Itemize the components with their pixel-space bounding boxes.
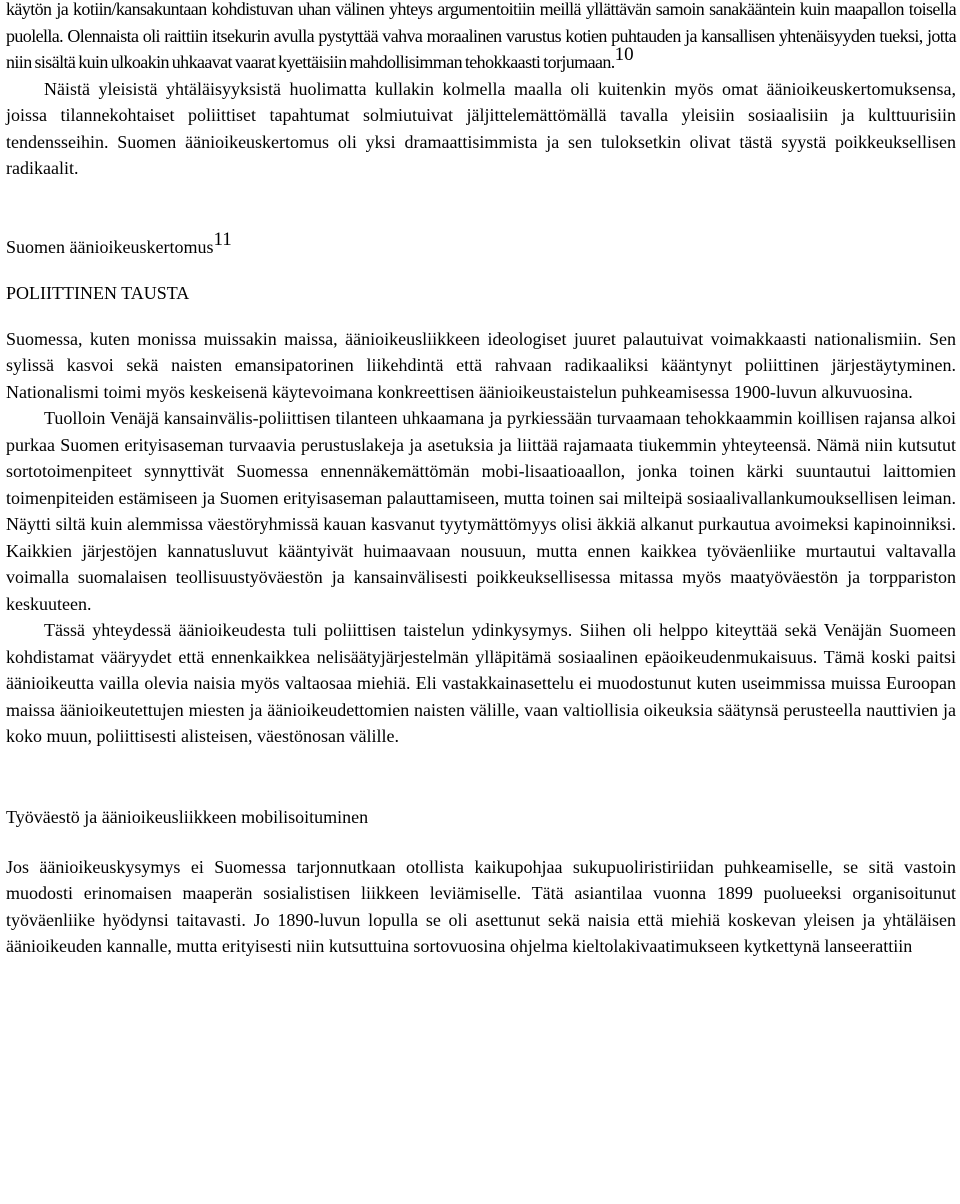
document-page bbox=[6, 0, 956, 960]
footnote-ref-10: 10 bbox=[614, 44, 634, 65]
paragraph-russia: Tuolloin Venäjä kansainvälis-poliittisen tilanteen uhkaamana ja pyrkiessään turvaamaan tehokkaammin koillisen rajansa alkoi purkaa Suomen erityisaseman turvaavia perustuslakeja ja asetuksia ja liittää rajamaata tiukemmin yhteyteensä. Nämä niin kutsutut sortotoimenpiteet synnyttivät Suomessa ennennäkemättömän mobi-lisaatioaallon, jonka toinen kärki suuntautui laittomien toimenpiteiden estämiseen ja Suomen erityisaseman palauttamiseen, mutta toinen sai milteipä sosiaalivallankumouksellisen leiman. Näytti siltä kuin alemmissa väestöryhmissä kauan kasvanut tyytymättömyys olisi äkkiä alkanut purkautua avoimeksi kapinoinniksi. Kaikkien järjestöjen kannatusluvut kääntyivät huimaavaan nousuun, mutta ennen kaikkea työväenliike murtautui valtavalla voimalla suomalaisen teollisuustyöväestön ja kansainvälisesti poikkeuksellisessa mitassa myös maatyöväestön ja torppariston keskuuteen. bbox=[6, 408, 956, 614]
paragraph-labour-movement: Jos äänioikeuskysymys ei Suomessa tarjonnutkaan otollista kaikupohjaa sukupuoliristiriidan puhkeamiselle, se sitä vastoin muodosti erinomaisen maaperän sosialistisen liikkeen leviämiselle. Tätä asiantilaa vuonna 1899 puolueeksi organisoitunut työväenliike hyödynsi taitavasti. Jo 1890-luvun lopulla se oli asettunut sekä naisia että miehiä koskevan yleisen ja yhtäläisen äänioikeuden kannalle, mutta erityisesti niin kutsuttuina sortovuosina ohjelma kieltolakivaatimukseen kytkettynä lanseerattiin bbox=[6, 856, 956, 956]
paragraph-nationalism: Suomessa, kuten monissa muissakin maissa, äänioikeusliikkeen ideologiset juuret palautuivat voimakkaasti nationalismiin. Sen sylissä kasvoi sekä naisten emansipatorinen liikehdintä että rahvaan radikaaliksi kääntynyt poliittinen järjestäytyminen. Nationalismi toimi myös keskeisenä käytevoimana konkreettisen äänioikeustaistelun puhkeamisessa 1900-luvun alkuvuosina. bbox=[6, 328, 956, 402]
paragraph-intro-text: käytön ja kotiin/kansakuntaan kohdistuvan uhan välinen yhteys argumentoitiin meillä yllättävän samoin sanakääntein kuin maapallon toisella puolella. Olennaista oli raittiin itsekurin avulla pystyttää vahva moraalinen varustus kotien puhtauden ja kansallisen yhtenäisyyden tueksi, jotta niin sisältä kuin ulkoakin uhkaavat vaarat kyettäisiin mahdollisimman tehokkaasti torjumaan. bbox=[6, 0, 956, 72]
footnote-ref-11: 11 bbox=[213, 228, 232, 250]
paragraph-differences: Näistä yleisistä yhtäläisyyksistä huolimatta kullakin kolmella maalla oli kuitenkin myös omat äänioikeuskertomuksensa, joissa tilannekohtaiset poliittiset tapahtumat solmiutuivat jäljittelemättömällä tavalla yleisiin sosiaalisiin ja kulttuurisiin tendensseihin. Suomen äänioikeuskertomus oli yksi dramaattisimmista ja sen tuloksetkin olivat tästä syystä poikkeuksellisen radikaalit. bbox=[6, 78, 956, 178]
subheading-tyovaesto: Työväestö ja äänioikeusliikkeen mobilisoituminen bbox=[6, 806, 369, 827]
subheading-poliittinen-tausta: POLIITTINEN TAUSTA bbox=[6, 282, 190, 303]
paragraph-suffrage-core: Tässä yhteydessä äänioikeudesta tuli poliittisen taistelun ydinkysymys. Siihen oli helppo kiteyttää sekä Venäjän Suomeen kohdistamat vääryydet että ennenkaikkea nelisäätyjärjestelmän ylläpitämä sosiaalinen epäoikeudenmukaisuus. Tämä koski paitsi äänioikeutta vailla olevia naisia myös valtaosaa miehiä. Eli vastakkainasettelu ei muodostunut kuten useimmissa muissa Euroopan maissa äänioikeutettujen miesten ja äänioikeudettomien naisten välille, vaan valtiollisia oikeuksia säätynsä perusteella nauttivien ja koko muun, poliittisesti alisteisen, väestönosan välille. bbox=[6, 620, 956, 746]
section-heading-aanioikeuskertomus bbox=[6, 228, 956, 260]
paragraph-intro bbox=[6, 0, 956, 76]
section-heading-text: Suomen äänioikeuskertomus bbox=[6, 236, 214, 257]
